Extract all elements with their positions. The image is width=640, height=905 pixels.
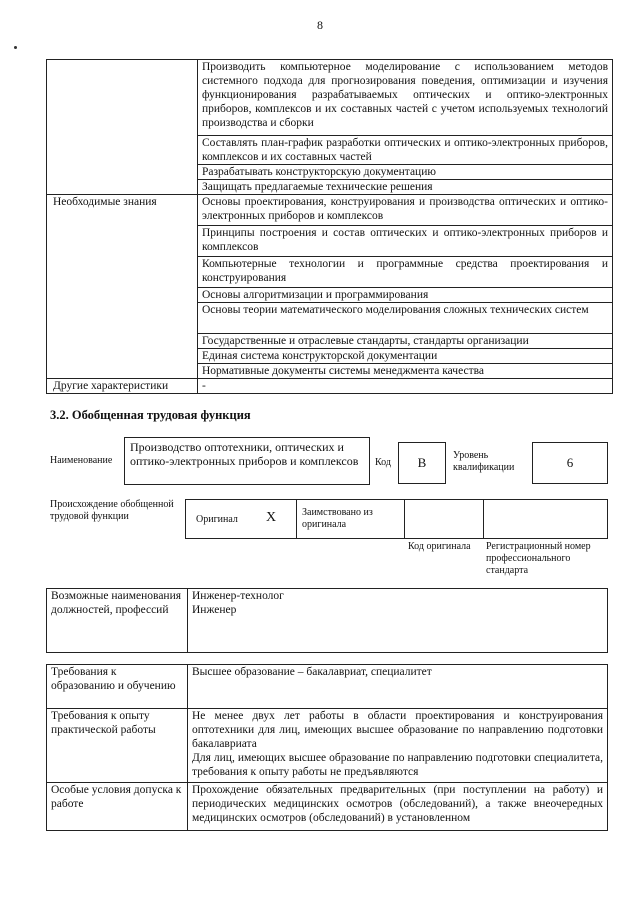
table-row — [47, 783, 608, 831]
origin-divider — [483, 500, 484, 538]
section-title: 3.2. Обобщенная трудовая функция — [50, 408, 251, 422]
positions-values — [188, 589, 608, 653]
row-text: Единая система конструкторской документации — [198, 349, 613, 364]
positions-label: Возможные наименования должностей, профессий — [47, 589, 188, 653]
page-number: 8 — [317, 18, 323, 32]
req-text-block — [188, 709, 608, 783]
level-value: 6 — [532, 442, 608, 484]
skills-knowledge-table — [46, 59, 613, 394]
origin-box — [185, 499, 608, 539]
req-label: Особые условия допуска к работе — [47, 783, 188, 831]
row-label-other: Другие характеристики — [47, 379, 198, 394]
row-label-knowledge: Необходимые знания — [47, 195, 198, 379]
row-label — [47, 60, 198, 195]
table-row — [47, 60, 613, 136]
origin-label: Происхождение обобщенной трудовой функции — [50, 499, 174, 522]
row-text: Основы теории математического моделирования сложных технических систем — [198, 303, 613, 334]
name-label: Наименование — [50, 455, 113, 466]
code-label: Код — [375, 457, 391, 468]
origin-divider — [296, 500, 297, 538]
name-value: Производство оптотехники, оптических и оптико-электронных приборов и комплексов — [124, 437, 370, 485]
code-value: B — [398, 442, 446, 484]
row-text: Компьютерные технологии и программные средства проектирования и конструирования — [198, 257, 613, 288]
row-text: - — [198, 379, 613, 394]
table-row — [47, 379, 613, 394]
positions-table — [46, 588, 608, 653]
req-text-2: Для лиц, имеющих высшее образование по направлению подготовки специалитета, требования к опыту работы не предъявляются — [192, 752, 603, 778]
code-caption: Код оригинала — [408, 541, 471, 552]
req-text: Не менее двух лет работы в области проектирования и конструирования оптотехники для лиц, имеющих высшее образование по направлению подготовки бакалавриата — [192, 710, 603, 750]
position-item: Инженер — [192, 604, 237, 616]
table-row — [47, 589, 608, 653]
req-text: Высшее образование – бакалавриат, специалитет — [188, 665, 608, 709]
borrowed-label: Заимствовано из оригинала — [302, 507, 373, 530]
row-text: Основы проектирования, конструирования и производства оптических и оптико-электронных приборов и комплексов — [198, 195, 613, 226]
row-text: Производить компьютерное моделирование с использованием методов системного подхода для прогнозирования поведения, оптимизации и изучения функционирования разрабатываемых оптических и оптико-электронных приборов, комплексов и их составных частей с учетом используемых технологий производства и сборки — [198, 60, 613, 136]
position-item: Инженер-технолог — [192, 590, 284, 602]
table-row — [47, 195, 613, 226]
table-row — [47, 665, 608, 709]
original-mark: X — [266, 510, 277, 525]
origin-divider — [404, 500, 405, 538]
row-text: Нормативные документы системы менеджмента качества — [198, 364, 613, 379]
requirements-table — [46, 664, 608, 831]
req-text: Прохождение обязательных предварительных (при поступлении на работу) и периодических медицинских осмотров (обследований), а также внеочередных медицинских осмотров (обследований) в установленном — [188, 783, 608, 831]
level-label: Уровень квалификации — [453, 450, 515, 473]
table-row — [47, 709, 608, 783]
scan-speck — [14, 46, 17, 49]
row-text: Разрабатывать конструкторскую документацию — [198, 165, 613, 180]
row-text: Государственные и отраслевые стандарты, стандарты организации — [198, 334, 613, 349]
req-label: Требования к опыту практической работы — [47, 709, 188, 783]
row-text: Составлять план-график разработки оптических и оптико-электронных приборов, комплексов и их составных частей — [198, 136, 613, 165]
row-text: Защищать предлагаемые технические решения — [198, 180, 613, 195]
original-label: Оригинал — [196, 514, 238, 525]
req-label: Требования к образованию и обучению — [47, 665, 188, 709]
reg-caption: Регистрационный номер профессионального стандарта — [486, 541, 591, 576]
row-text: Принципы построения и состав оптических и оптико-электронных приборов и комплексов — [198, 226, 613, 257]
row-text: Основы алгоритмизации и программирования — [198, 288, 613, 303]
